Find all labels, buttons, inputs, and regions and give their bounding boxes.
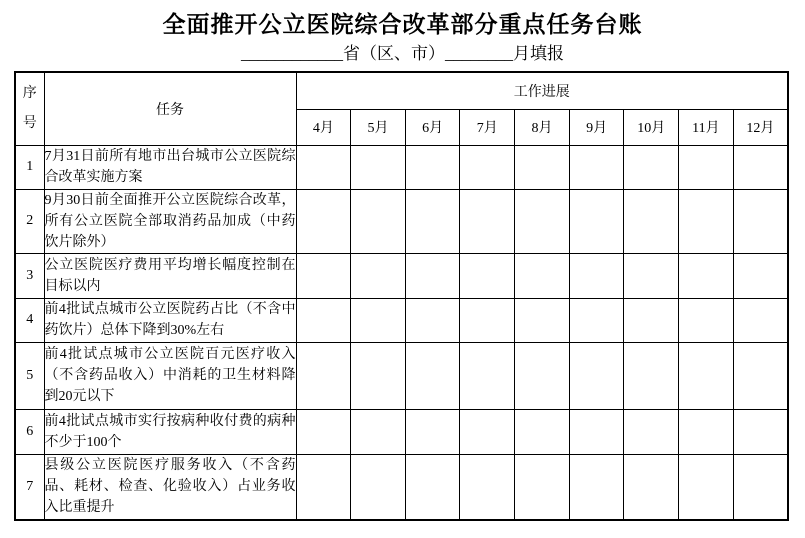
- row-seq: 1: [15, 145, 44, 189]
- progress-cell[interactable]: [460, 454, 515, 520]
- row-seq: 5: [15, 342, 44, 409]
- page-title: 全面推开公立医院综合改革部分重点任务台账: [162, 12, 643, 37]
- progress-cell[interactable]: [405, 342, 460, 409]
- progress-cell[interactable]: [405, 253, 460, 298]
- progress-cell[interactable]: [351, 454, 406, 520]
- progress-cell[interactable]: [296, 454, 351, 520]
- task-cell: 前4批试点城市公立医院药占比（不含中药饮片）总体下降到30%左右: [44, 298, 296, 342]
- column-header-task: 任务: [44, 72, 296, 145]
- header-row-top: [15, 72, 788, 109]
- column-header-month-6: 6月: [405, 109, 460, 145]
- progress-cell[interactable]: [296, 342, 351, 409]
- progress-cell[interactable]: [679, 342, 734, 409]
- progress-cell[interactable]: [624, 298, 679, 342]
- column-header-progress: 工作进展: [296, 72, 788, 109]
- column-header-month-9: 9月: [569, 109, 624, 145]
- progress-cell[interactable]: [624, 409, 679, 454]
- progress-cell[interactable]: [733, 298, 788, 342]
- progress-cell[interactable]: [405, 409, 460, 454]
- progress-cell[interactable]: [405, 298, 460, 342]
- progress-cell[interactable]: [351, 145, 406, 189]
- progress-cell[interactable]: [624, 145, 679, 189]
- progress-cell[interactable]: [733, 342, 788, 409]
- row-seq: 2: [15, 189, 44, 253]
- progress-cell[interactable]: [460, 145, 515, 189]
- subtitle: [0, 43, 805, 65]
- column-header-month-8: 8月: [515, 109, 570, 145]
- progress-cell[interactable]: [624, 189, 679, 253]
- progress-cell[interactable]: [460, 253, 515, 298]
- progress-cell[interactable]: [351, 409, 406, 454]
- progress-cell[interactable]: [624, 253, 679, 298]
- progress-cell[interactable]: [515, 189, 570, 253]
- progress-cell[interactable]: [569, 298, 624, 342]
- progress-cell[interactable]: [569, 189, 624, 253]
- table-row: [15, 145, 788, 189]
- progress-cell[interactable]: [405, 189, 460, 253]
- column-header-month-11: 11月: [679, 109, 734, 145]
- progress-cell[interactable]: [733, 189, 788, 253]
- progress-cell[interactable]: [569, 342, 624, 409]
- progress-cell[interactable]: [515, 342, 570, 409]
- table-row: [15, 298, 788, 342]
- task-cell: 7月31日前所有地市出台城市公立医院综合改革实施方案: [44, 145, 296, 189]
- column-header-month-12: 12月: [733, 109, 788, 145]
- progress-cell[interactable]: [515, 145, 570, 189]
- subtitle-month-label: 月填报: [513, 44, 564, 63]
- progress-cell[interactable]: [679, 454, 734, 520]
- progress-cell[interactable]: [296, 189, 351, 253]
- progress-cell[interactable]: [460, 298, 515, 342]
- document-page: [0, 10, 805, 521]
- progress-cell[interactable]: [351, 298, 406, 342]
- progress-cell[interactable]: [460, 342, 515, 409]
- progress-cell[interactable]: [569, 145, 624, 189]
- progress-cell[interactable]: [296, 253, 351, 298]
- task-cell: 公立医院医疗费用平均增长幅度控制在目标以内: [44, 253, 296, 298]
- progress-cell[interactable]: [515, 298, 570, 342]
- task-cell: 前4批试点城市实行按病种收付费的病种不少于100个: [44, 409, 296, 454]
- progress-cell[interactable]: [296, 298, 351, 342]
- progress-cell[interactable]: [733, 454, 788, 520]
- progress-cell[interactable]: [679, 253, 734, 298]
- progress-cell[interactable]: [569, 454, 624, 520]
- progress-cell[interactable]: [460, 409, 515, 454]
- progress-cell[interactable]: [296, 145, 351, 189]
- progress-cell[interactable]: [733, 145, 788, 189]
- table-row: [15, 253, 788, 298]
- progress-cell[interactable]: [733, 409, 788, 454]
- progress-cell[interactable]: [460, 189, 515, 253]
- table-row: [15, 189, 788, 253]
- progress-cell[interactable]: [624, 342, 679, 409]
- subtitle-province-label: 省（区、市）: [343, 44, 445, 63]
- row-seq: 4: [15, 298, 44, 342]
- column-header-seq: 序号: [15, 72, 44, 145]
- task-ledger-table: [14, 71, 789, 521]
- progress-cell[interactable]: [351, 342, 406, 409]
- progress-cell[interactable]: [405, 145, 460, 189]
- progress-cell[interactable]: [679, 189, 734, 253]
- column-header-month-4: 4月: [296, 109, 351, 145]
- progress-cell[interactable]: [733, 253, 788, 298]
- progress-cell[interactable]: [679, 298, 734, 342]
- progress-cell[interactable]: [351, 253, 406, 298]
- progress-cell[interactable]: [351, 189, 406, 253]
- progress-cell[interactable]: [515, 253, 570, 298]
- task-cell: 9月30日前全面推开公立医院综合改革，所有公立医院全部取消药品加成（中药饮片除外）: [44, 189, 296, 253]
- progress-cell[interactable]: [679, 409, 734, 454]
- column-header-month-10: 10月: [624, 109, 679, 145]
- province-blank[interactable]: ____________: [241, 44, 343, 63]
- task-cell: 前4批试点城市公立医院百元医疗收入（不含药品收入）中消耗的卫生材料降到20元以下: [44, 342, 296, 409]
- progress-cell[interactable]: [515, 409, 570, 454]
- column-header-month-5: 5月: [351, 109, 406, 145]
- table-row: [15, 342, 788, 409]
- table-row: [15, 409, 788, 454]
- table-row: [15, 454, 788, 520]
- progress-cell[interactable]: [515, 454, 570, 520]
- progress-cell[interactable]: [624, 454, 679, 520]
- column-header-month-7: 7月: [460, 109, 515, 145]
- task-cell: 县级公立医院医疗服务收入（不含药品、耗材、检查、化验收入）占业务收入比重提升: [44, 454, 296, 520]
- progress-cell[interactable]: [405, 454, 460, 520]
- progress-cell[interactable]: [569, 253, 624, 298]
- progress-cell[interactable]: [679, 145, 734, 189]
- row-seq: 7: [15, 454, 44, 520]
- progress-cell[interactable]: [296, 409, 351, 454]
- row-seq: 6: [15, 409, 44, 454]
- month-blank[interactable]: ________: [445, 44, 513, 63]
- row-seq: 3: [15, 253, 44, 298]
- progress-cell[interactable]: [569, 409, 624, 454]
